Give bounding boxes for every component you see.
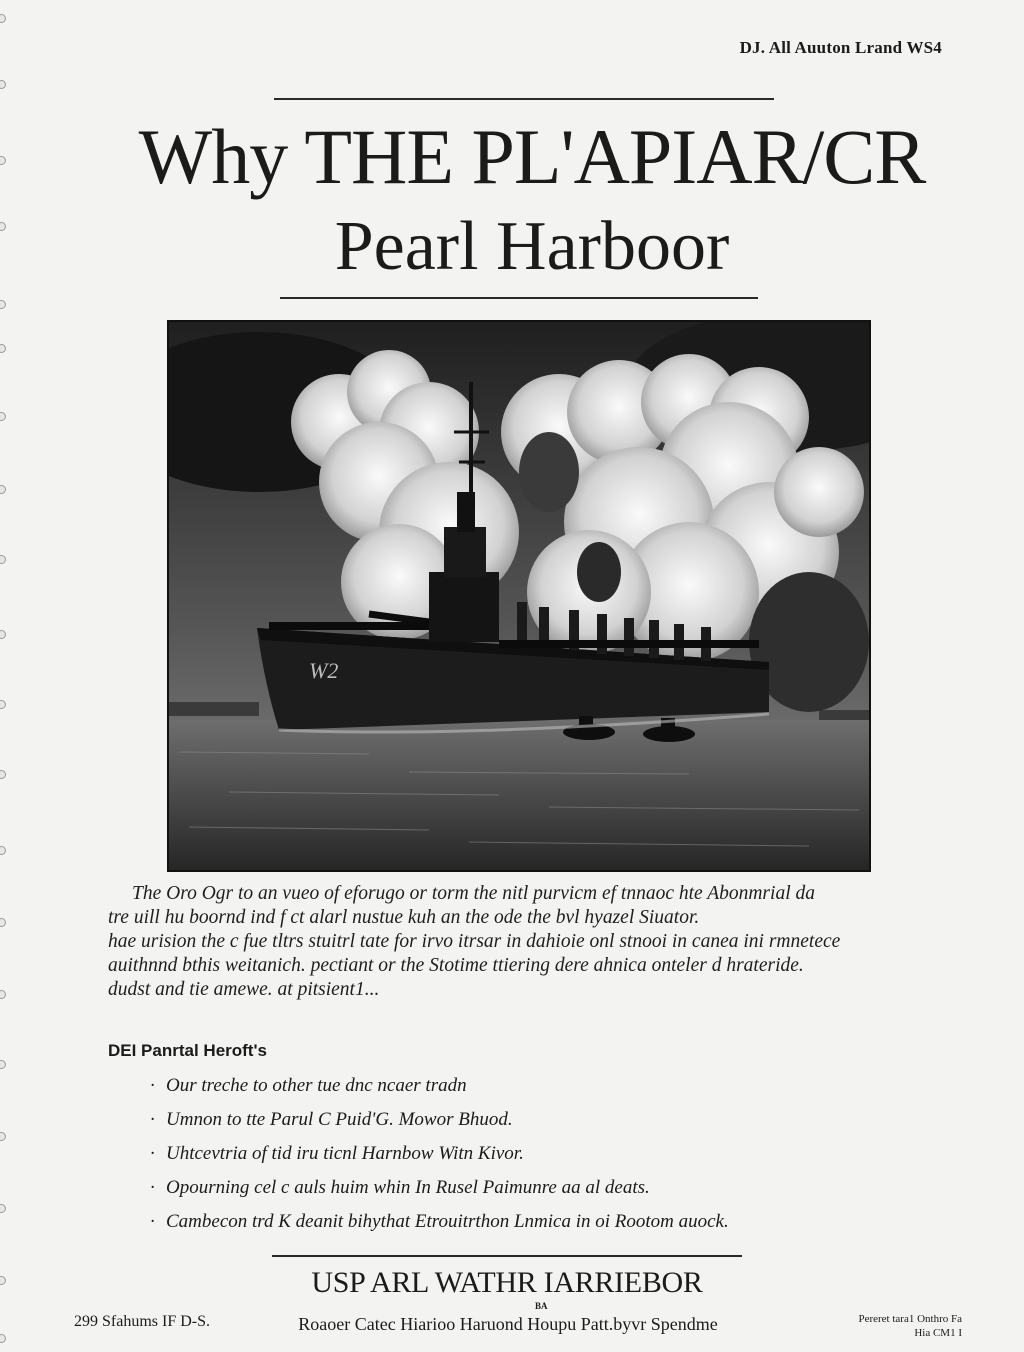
body-paragraph [108, 882, 898, 1002]
photo-illustration [169, 322, 869, 870]
binder-holes [0, 0, 14, 1352]
section-heading: DEI Panrtal Heroft's [108, 1041, 267, 1060]
footer-rule [272, 1255, 742, 1257]
bullet-list [150, 1074, 729, 1244]
body-line: dudst and tie amewe. at pitsient1... [108, 979, 380, 1000]
body-line: The Oro Ogr to an vueo of eforugo or torm the nitl purvicm ef tnnaoc hte Abonmrial da [132, 883, 815, 904]
footer-right-line: Pereret tara1 Onthro Fa [858, 1313, 962, 1325]
list-item: · Opourning cel c auls huim whin In Rusel Paimunre aa al deats. [150, 1177, 650, 1198]
footer-right-line: Hia CM1 I [914, 1327, 962, 1339]
list-item: · Our treche to other tue dnc ncaer tradn [150, 1075, 467, 1096]
page-title-line2: Pearl Harboor [334, 208, 730, 285]
list-item: · Uhtcevtria of tid iru ticnl Harnbow Witn Kivor. [150, 1143, 524, 1164]
body-line: hae urision the c fue tltrs stuitrl tate for irvo itrsar in dahioie onl stnooi in canea ini rmnetece [108, 931, 841, 952]
body-line: auithnnd bthis weitanich. pectiant or the Stotime ttiering dere ahnica onteler d hrateride. [108, 955, 804, 976]
hull-number: W2 [309, 658, 339, 683]
body-line: tre uill hu boornd ind f ct alarl nustue kuh an the ode the bvl hyazel Siuator. [108, 907, 700, 928]
list-item: · Umnon to tte Parul C Puid'G. Mowor Bhuod. [150, 1109, 513, 1130]
footer-right-label [812, 1312, 962, 1340]
footer-title: USP ARL WATHR IARRIEBOR [311, 1266, 703, 1299]
header-label: DJ. All Auuton Lrand WS4 [739, 38, 942, 57]
footer-by-label: BA [535, 1301, 548, 1311]
title-rule [280, 297, 758, 299]
top-rule [274, 98, 774, 100]
footer-left-label: 299 Sfahums IF D-S. [74, 1313, 211, 1330]
page-title-line1: Why THE PL'APIAR/CR [138, 113, 926, 200]
list-item: · Cambecon trd K deanit bihythat Etrouitrthon Lnmica in oi Rootom auock. [150, 1211, 729, 1232]
battleship-photo [167, 320, 871, 872]
footer-subtitle: Roaoer Catec Hiarioo Haruond Houpu Patt.byvr Spendme [298, 1314, 718, 1334]
